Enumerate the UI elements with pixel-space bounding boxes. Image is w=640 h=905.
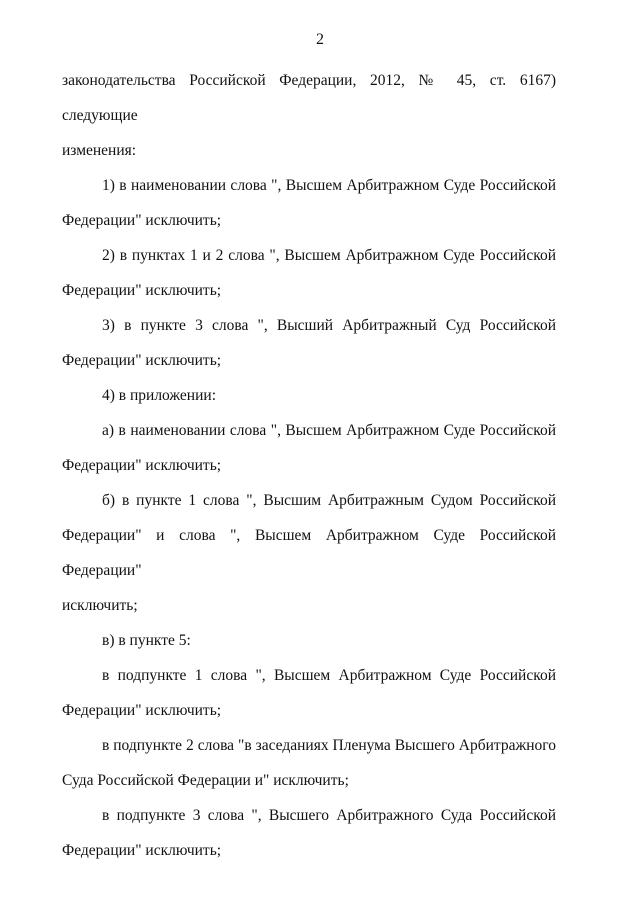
paragraph [62, 483, 556, 623]
text-line: Федерации" исключить; [62, 842, 222, 859]
text-line: законодательства Российской Федерации, 2012, № 45, ст. 6167) следующие [62, 72, 556, 124]
paragraph [62, 728, 556, 798]
text-line: Федерации" исключить; [62, 282, 222, 299]
text-line: Федерации" исключить; [62, 457, 222, 474]
text-line: 4) в приложении: [102, 387, 216, 404]
text-line: Федерации" исключить; [62, 702, 222, 719]
text-line: б) в пункте 1 слова ", Высшим Арбитражным Судом Российской [102, 492, 556, 509]
text-line: Федерации" исключить; [62, 212, 222, 229]
text-line: изменения: [62, 142, 137, 159]
text-line: в подпункте 1 слова ", Высшем Арбитражном Суде Российской [102, 667, 556, 684]
text-line: 2) в пунктах 1 и 2 слова ", Высшем Арбитражном Суде Российской [102, 247, 556, 264]
text-line: а) в наименовании слова ", Высшем Арбитражном Суде Российской [102, 422, 556, 439]
text-line: Федерации" исключить; [62, 352, 222, 369]
paragraph [62, 623, 556, 658]
text-line: 3) в пункте 3 слова ", Высший Арбитражный Суд Российской [102, 317, 556, 334]
paragraph [62, 798, 556, 868]
text-line: исключить; [62, 597, 138, 614]
paragraph [62, 238, 556, 308]
paragraph [62, 168, 556, 238]
paragraph [62, 378, 556, 413]
text-line: в подпункте 3 слова ", Высшего Арбитражного Суда Российской [102, 807, 556, 824]
paragraph [62, 658, 556, 728]
text-line: Суда Российской Федерации и" исключить; [62, 772, 349, 789]
text-line: 1) в наименовании слова ", Высшем Арбитражном Суде Российской [102, 177, 556, 194]
paragraph [62, 308, 556, 378]
document-body [62, 63, 556, 868]
page-number: 2 [316, 31, 324, 48]
text-line: Федерации" и слова ", Высшем Арбитражном Суде Российской Федерации" [62, 527, 556, 579]
text-line: в подпункте 2 слова "в заседаниях Пленума Высшего Арбитражного [102, 737, 556, 754]
paragraph [62, 413, 556, 483]
paragraph [62, 63, 556, 168]
text-line: в) в пункте 5: [102, 632, 191, 649]
